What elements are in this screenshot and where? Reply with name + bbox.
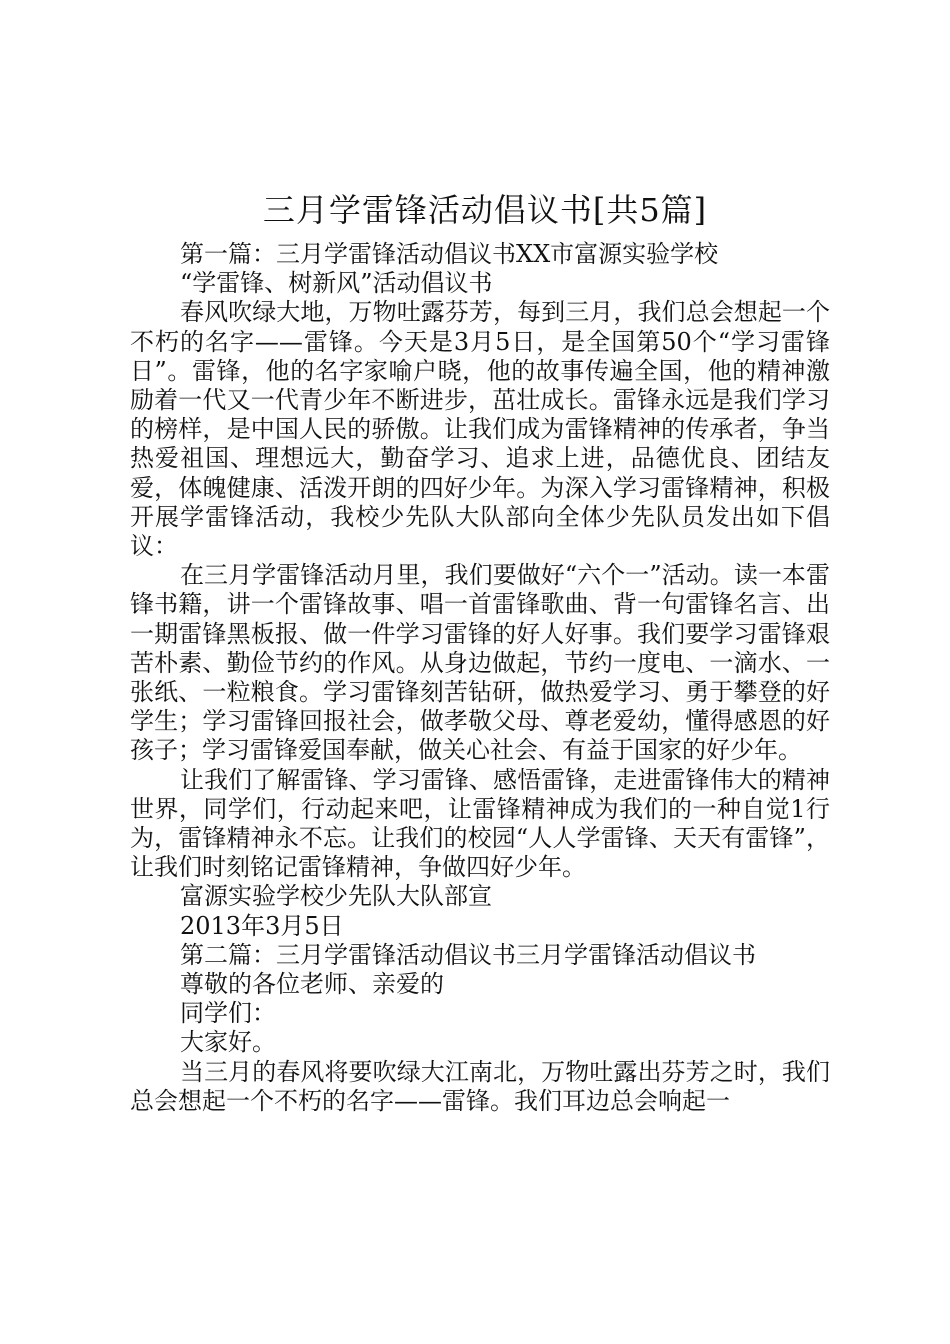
paragraph-3: 让我们了解雷锋、学习雷锋、感悟雷锋，走进雷锋伟大的精神世界，同学们，行动起来吧，让雷锋精神成为我们的一种自觉1行为，雷锋精神永不忘。让我们的校园“人人学雷锋、天天有雷锋”，让我们时刻铭记雷锋精神，争做四好少年。 <box>130 765 830 882</box>
salutation-line-1: 尊敬的各位老师、亲爱的 <box>180 970 444 999</box>
greeting-line: 大家好。 <box>180 1028 276 1057</box>
document-page <box>130 182 830 1116</box>
salutation-line-2: 同学们： <box>180 999 276 1028</box>
paragraph-1: 春风吹绿大地，万物吐露芬芳，每到三月，我们总会想起一个不朽的名字——雷锋。今天是3月5日，是全国第50个“学习雷锋日”。雷锋，他的名字家喻户晓，他的故事传遍全国，他的精神激励着一代又一代青少年不断进步，茁壮成长。雷锋永远是我们学习的榜样，是中国人民的骄傲。让我们成为雷锋精神的传承者，争当热爱祖国、理想远大，勤奋学习、追求上进，品德优良、团结友爱，体魄健康、活泼开朗的四好少年。为深入学习雷锋精神，积极开展学雷锋活动，我校少先队大队部向全体少先队员发出如下倡议： <box>130 298 830 561</box>
date-line: 2013年3月5日 <box>180 911 344 940</box>
signature-line: 富源实验学校少先队大队部宣 <box>180 882 492 911</box>
part1-heading: 第一篇：三月学雷锋活动倡议书XX市富源实验学校 <box>180 240 719 268</box>
part2-heading: 第二篇：三月学雷锋活动倡议书三月学雷锋活动倡议书 <box>180 940 756 969</box>
paragraph-4: 当三月的春风将要吹绿大江南北，万物吐露出芬芳之时，我们总会想起一个不朽的名字——雷锋。我们耳边总会响起一 <box>130 1057 830 1115</box>
document-title: 三月学雷锋活动倡议书[共5篇] <box>262 191 708 229</box>
paragraph-2: 在三月学雷锋活动月里，我们要做好“六个一”活动。读一本雷锋书籍，讲一个雷锋故事、唱一首雷锋歌曲、背一句雷锋名言、出一期雷锋黑板报、做一件学习雷锋的好人好事。我们要学习雷锋艰苦朴素、勤俭节约的作风。从身边做起，节约一度电、一滴水、一张纸、一粒粮食。学习雷锋刻苦钻研，做热爱学习、勇于攀登的好学生；学习雷锋回报社会，做孝敬父母、尊老爱幼，懂得感恩的好孩子；学习雷锋爱国奉献，做关心社会、有益于国家的好少年。 <box>130 561 830 765</box>
part1-subheading: “学雷锋、树新风”活动倡议书 <box>180 269 493 298</box>
